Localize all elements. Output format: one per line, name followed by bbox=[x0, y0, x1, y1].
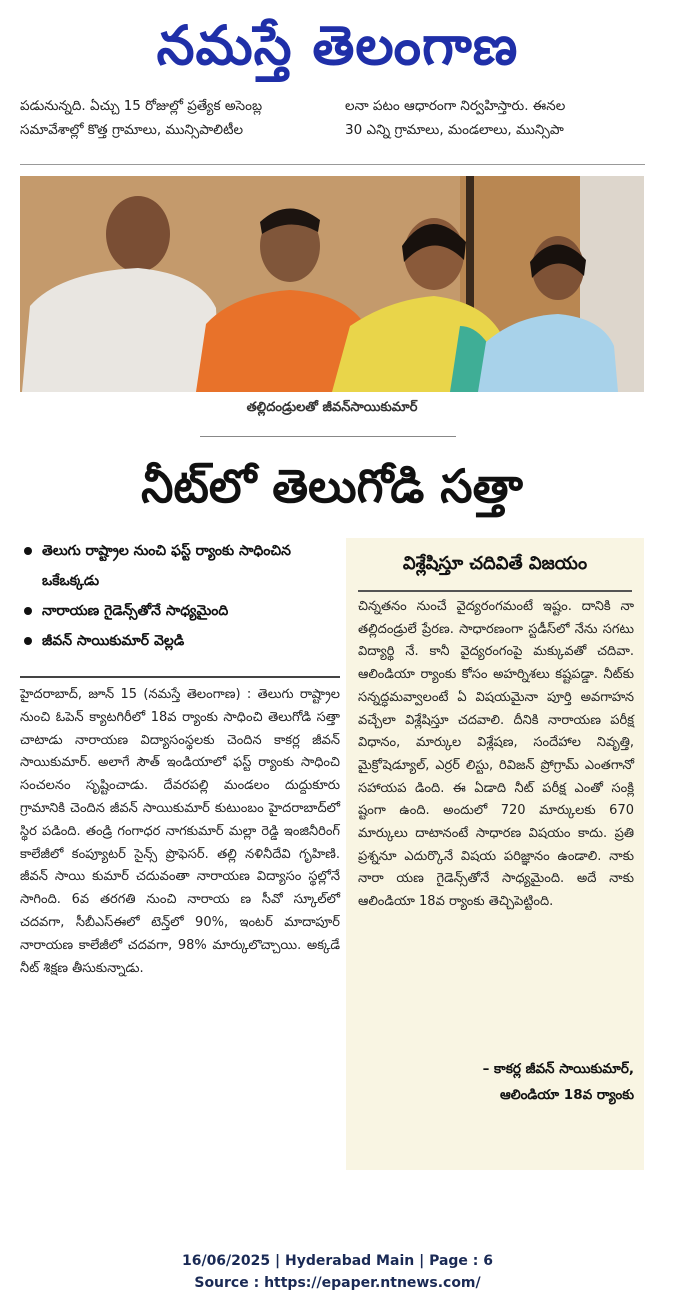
photo-caption: తల్లిదండ్రులతో జీవన్‌సాయికుమార్ bbox=[246, 400, 418, 415]
masthead bbox=[0, 0, 675, 92]
previous-article-right-line: 30 ఎన్ని గ్రామాలు, మండలాలు, మున్సిపా bbox=[345, 122, 564, 138]
bullet-dot-icon bbox=[24, 637, 32, 645]
attribution-rank: ఆలిండియా 18వ ర్యాంకు bbox=[500, 1087, 634, 1103]
previous-article-strip bbox=[20, 94, 645, 164]
sidebar-divider bbox=[358, 590, 632, 592]
previous-article-left-column bbox=[20, 94, 320, 142]
family-photo bbox=[20, 176, 644, 392]
highlight-bullet-text: నారాయణ గైడెన్స్‌తోనే సాధ్యమైంది bbox=[42, 603, 229, 619]
caption-divider bbox=[200, 436, 456, 437]
highlight-bullets bbox=[20, 536, 340, 656]
previous-article-left-line: సమావేశాల్లో కొత్త గ్రామాలు, మున్సిపాలిటీల bbox=[20, 122, 244, 138]
highlight-bullet bbox=[20, 536, 340, 596]
article-headline: నీట్‌లో తెలుగోడి సత్తా bbox=[141, 459, 523, 513]
section-divider bbox=[20, 164, 645, 165]
sidebar-body: చిన్నతనం నుంచే వైద్యరంగమంటే ఇష్టం. దానికి నా తల్లిదండ్రులే ప్రేరణ. సాధారణంగా స్టడీస్‌లో నేను సగటు విద్యార్థి నే. కానీ వైద్యరంగంపై మక్కువతో చదివా. ఆలిండియా ర్యాంకు కోసం అహర్నిశలు కష్టపడ్డా. నీట్‌కు సన్నద్ధమవ్వాలంటే ఏ విషయమైనా పూర్తి అవగాహన వచ్చేలా విశ్లేషిస్తూ చదవాలి. దీనికి నారాయణ పరీక్ష విధానం, మార్కుల విశ్లేషణ, సందేహాల నివృత్తి, మైక్రోషెడ్యూల్, ఎర్రర్ లిస్టు, రివిజన్ ప్రోగ్రామ్ ఎంతగానో సహాయప డింది. ఈ ఏడాది నీట్ పరీక్ష ఎంతో సంక్లి ష్టంగా ఉంది. అందులో 720 మార్కులకు 670 మార్కులు దాటానంటే సాధారణ విషయం కాదు. ప్రతి ప్రశ్ననూ ఎదుర్కొనే విషయ పరిజ్ఞానం ఉండాలి. నాకు నారా యణ గైడెన్స్‌తోనే సాధ్యమైంది. అదే నాకు ఆలిండియా 18వ ర్యాంకు తెచ్చిపెట్టింది. bbox=[358, 599, 634, 910]
family-photo-illustration bbox=[20, 176, 644, 392]
article-body: హైదరాబాద్, జూన్ 15 (నమస్తే తెలంగాణ) : తెలుగు రాష్ట్రాల నుంచి ఓపెన్ క్యాటగిరీలో 18వ ర్యాంకు సాధించి తెలుగోడి సత్తా చాటాడు నారాయణ విద్యాసంస్థలకు చెందిన కాకర్ల జీవన్ సాయికుమార్. అలాగే సౌత్ ఇండియాలో ఫస్ట్ ర్యాంకు సాధించి సంచలనం సృష్టించాడు. దేవరపల్లి మండలం దుద్దుకూరు గ్రామానికి చెందిన జీవన్ సాయికుమార్ కుటుంబం హైదరాబాద్‌లో స్థిర పడింది. తండ్రి గంగాధర నాగకుమార్ మల్లా రెడ్డి ఇంజినీరింగ్ కాలేజీలో కంప్యూటర్ సైన్స్ ప్రొఫెసర్. తల్లి నళినీదేవి గృహిణి. జీవన్ సాయి కుమార్ చదువంతా నారాయణ విద్యాసం స్థల్లోనే సాగింది. 6వ తరగతి నుంచి నారాయ ణ సీవో స్కూల్‌లో చదవగా, సీబీఎస్ఈలో టెన్త్‌లో 90%, ఇంటర్ మాదాపూర్ నారాయణ కాలేజీలో చదవగా, 98% మార్కులొచ్చాయి. అక్కడే నీట్ శిక్షణ తీసుకున్నాడు. bbox=[20, 687, 340, 976]
bullets-divider bbox=[20, 676, 340, 678]
previous-article-left-line: పడునున్నది. ఏచ్చు 15 రోజుల్లో ప్రత్యేక అసెంబ్ల bbox=[20, 98, 263, 114]
page-footer bbox=[0, 1250, 675, 1294]
bullet-dot-icon bbox=[24, 547, 32, 555]
bullet-dot-icon bbox=[24, 607, 32, 615]
highlight-bullet bbox=[20, 626, 340, 656]
sidebar-attribution bbox=[358, 1056, 634, 1108]
highlight-bullet-text: జీవన్ సాయికుమార్ వెల్లడి bbox=[42, 633, 185, 649]
footer-source: Source : https://epaper.ntnews.com/ bbox=[194, 1275, 481, 1291]
highlight-bullet-text: తెలుగు రాష్ట్రాల నుంచి ఫస్ట్ ర్యాంకు సాధించిన ఒకేఒక్కడు bbox=[42, 543, 291, 589]
footer-date-edition: 16/06/2025 | Hyderabad Main | Page : 6 bbox=[181, 1253, 494, 1269]
highlight-bullet bbox=[20, 596, 340, 626]
previous-article-right-line: లనా పటం ఆధారంగా నిర్వహిస్తారు. ఈనల bbox=[345, 98, 566, 114]
previous-article-right-column bbox=[345, 94, 645, 142]
attribution-name: – కాకర్ల జీవన్ సాయికుమార్, bbox=[482, 1061, 634, 1077]
newspaper-logo-title: నమస్తే తెలంగాణ bbox=[156, 14, 519, 77]
sidebar-title: విశ్లేషిస్తూ చదివితే విజయం bbox=[402, 553, 588, 574]
quote-sidebar-box bbox=[346, 538, 644, 1170]
